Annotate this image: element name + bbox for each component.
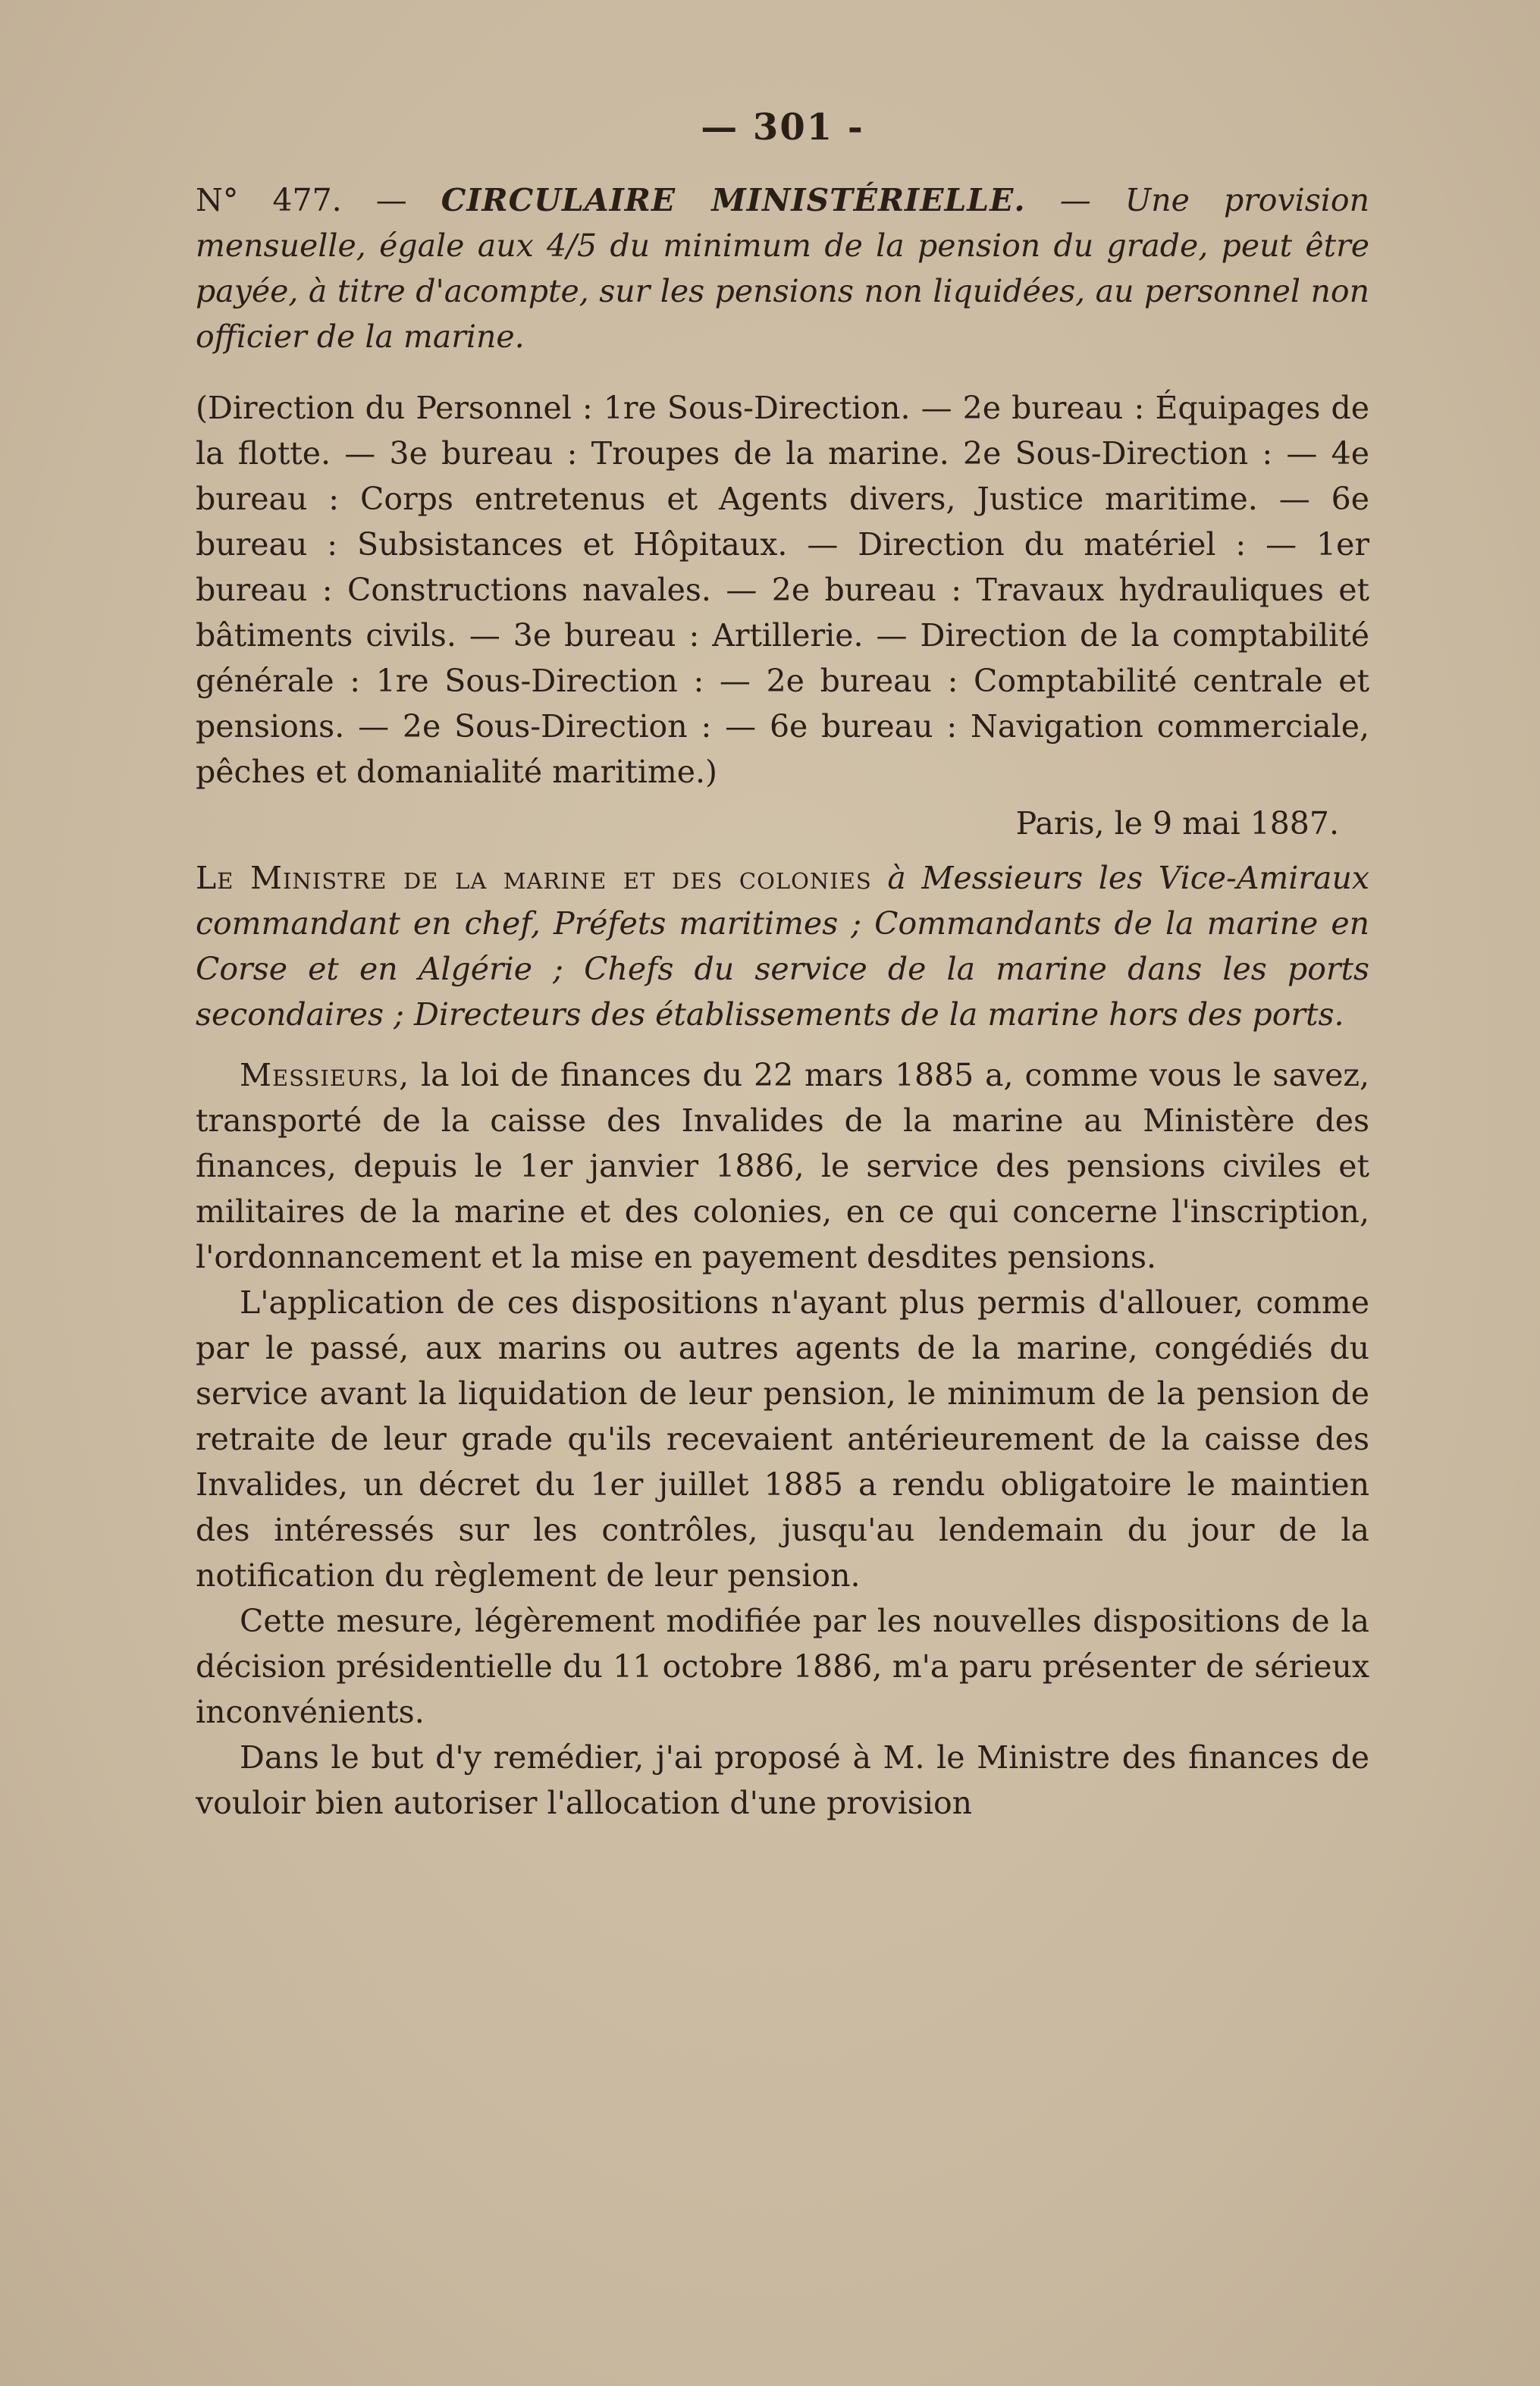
sender: Le Ministre de la marine et des colonies <box>196 860 872 896</box>
letter-date: Paris, le 9 mai 1887. <box>1015 805 1339 842</box>
distribution-list: (Direction du Personnel : 1re Sous-Direction. — 2e bureau : Équipages de la flotte. — 3e bureau : Troupes de la marine. 2e Sous-Direction : — 4e bureau : Corps entretenus et Agents divers, Justice maritime. — 6e bureau : Subsistances et Hôpitaux. — Direction du matériel : — 1er bureau : Constructions navales. — 2e bureau : Travaux hydrauliques et bâtiments civils. — 3e bureau : Artillerie. — Direction de la comptabilité générale : 1re Sous-Direction : — 2e bureau : Comptabilité centrale et pensions. — 2e Sous-Direction : — 6e bureau : Navigation commerciale, pêches et domanialité maritime.) <box>196 390 1369 790</box>
salutation: Messieurs, <box>240 1057 410 1093</box>
paragraph-4: Dans le but d'y remédier, j'ai proposé à M. le Ministre des finances de vouloir bien autoriser l'allocation d'une provision <box>196 1739 1369 1821</box>
paragraph-2: L'application de ces dispositions n'ayant plus permis d'allouer, comme par le passé, aux marins ou autres agents de la marine, congédiés du service avant la liquidation de leur pension, le minimum de la pension de retraite de leur grade qu'ils recevaient antérieurement de la caisse des Invalides, un décret du 1er juillet 1885 a rendu obligatoire le maintien des intéressés sur les contrôles, jusqu'au lendemain du jour de la notification du règlement de leur pension. <box>196 1284 1369 1594</box>
page-number: — 301 - <box>701 106 864 149</box>
recipients: à Messieurs les Vice-Amiraux commandant en chef, Préfets maritimes ; Commandants de la marine en Corse et en Algérie ; Chefs du service de la marine dans les ports secondaires ; Directeurs des établissements de la marine hors des ports. <box>196 860 1369 1033</box>
circular-number: N° 477. — <box>196 182 441 218</box>
letter-address <box>196 855 1369 1037</box>
paragraph-1-text: la loi de finances du 22 mars 1885 a, comme vous le savez, transporté de la caisse des Invalides de la marine au Ministère des finances, depuis le 1er janvier 1886, le service des pensions civiles et militaires de la marine et des colonies, en ce qui concerne l'inscription, l'ordonnancement et la mise en payement desdites pensions. <box>196 1057 1369 1275</box>
paragraph-1 <box>196 1052 1369 1280</box>
circular-title: CIRCULAIRE MINISTÉRIELLE. <box>441 182 1026 218</box>
page-content <box>196 106 1369 1826</box>
letter-body <box>196 1052 1369 1826</box>
circular-summary: — Une provision mensuelle, égale aux 4/5 du minimum de la pension du grade, peut être payée, à titre d'acompte, sur les pensions non liquidées, au personnel non officier de la marine. <box>196 182 1369 355</box>
circular-heading <box>196 177 1369 359</box>
paragraph-3: Cette mesure, légèrement modifiée par les nouvelles dispositions de la décision présidentielle du 11 octobre 1886, m'a paru présenter de sérieux inconvénients. <box>196 1603 1369 1730</box>
